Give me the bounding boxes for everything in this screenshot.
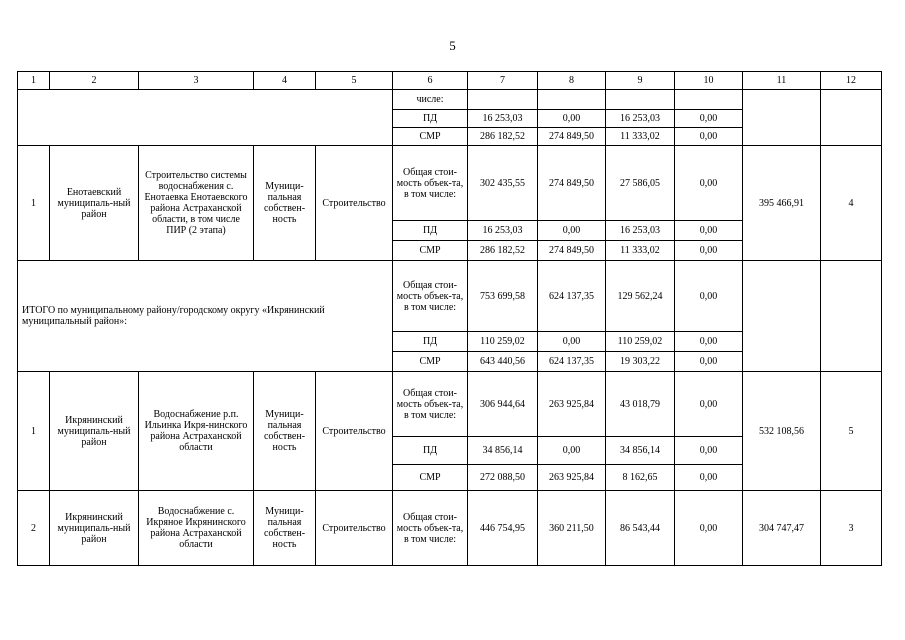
itogo-pd-c9: 110 259,02: [606, 332, 675, 352]
total-label: Общая стои-мость объек-та, в том числе:: [393, 372, 468, 437]
district-cell: Енотаевский муниципаль-ный район: [50, 146, 139, 261]
owner-cell: Муници-пальная собствен-ность: [254, 372, 316, 491]
col-header-6: 6: [393, 72, 468, 90]
col-header-2: 2: [50, 72, 139, 90]
table-row: [18, 261, 882, 332]
col-header-10: 10: [675, 72, 743, 90]
empty-cell: [821, 90, 882, 146]
itogo-c10: 0,00: [675, 261, 743, 332]
cont-pd-c9: 16 253,03: [606, 110, 675, 128]
total-label: Общая стои-мость объек-та, в том числе:: [393, 261, 468, 332]
ikr1-pd-label: ПД: [393, 437, 468, 465]
ikr1-c12: 5: [821, 372, 882, 491]
ikr2-c9: 86 543,44: [606, 491, 675, 566]
ikr2-c12: 3: [821, 491, 882, 566]
ikr1-c9: 43 018,79: [606, 372, 675, 437]
row-number: 1: [18, 146, 50, 261]
col-header-3: 3: [139, 72, 254, 90]
itogo-pd-label: ПД: [393, 332, 468, 352]
page-number: 5: [449, 38, 456, 53]
empty-cell: [743, 261, 821, 372]
enot-c8: 274 849,50: [538, 146, 606, 221]
empty-cell: [468, 90, 538, 110]
itogo-pd-c7: 110 259,02: [468, 332, 538, 352]
cont-pd-c8: 0,00: [538, 110, 606, 128]
empty-cell: [538, 90, 606, 110]
ikr1-c10: 0,00: [675, 372, 743, 437]
enot-c10: 0,00: [675, 146, 743, 221]
table-row: [18, 372, 882, 437]
ikr1-c11: 532 108,56: [743, 372, 821, 491]
type-cell: Строительство: [316, 146, 393, 261]
itogo-smr-c10: 0,00: [675, 352, 743, 372]
enot-pd-c8: 0,00: [538, 221, 606, 241]
col-header-5: 5: [316, 72, 393, 90]
ikr2-c8: 360 211,50: [538, 491, 606, 566]
cont-smr-c8: 274 849,50: [538, 128, 606, 146]
investment-table: [17, 71, 882, 566]
empty-cell: [743, 90, 821, 146]
object-cell: Строительство системы водоснабжения с. Енотаевка Енотаевского района Астраханской области, в том числе ПИР (2 этапа): [139, 146, 254, 261]
empty-cell: [606, 90, 675, 110]
district-cell: Икрянинский муниципаль-ный район: [50, 372, 139, 491]
enot-pd-c7: 16 253,03: [468, 221, 538, 241]
itogo-c7: 753 699,58: [468, 261, 538, 332]
enot-smr-c9: 11 333,02: [606, 241, 675, 261]
itogo-pd-c10: 0,00: [675, 332, 743, 352]
district-cell: Икрянинский муниципаль-ный район: [50, 491, 139, 566]
col-header-1: 1: [18, 72, 50, 90]
col-header-4: 4: [254, 72, 316, 90]
ikr1-c8: 263 925,84: [538, 372, 606, 437]
ikr1-pd-c8: 0,00: [538, 437, 606, 465]
ikr2-c10: 0,00: [675, 491, 743, 566]
type-cell: Строительство: [316, 372, 393, 491]
itogo-smr-c8: 624 137,35: [538, 352, 606, 372]
ikr1-pd-c7: 34 856,14: [468, 437, 538, 465]
cont-label: числе:: [393, 90, 468, 110]
enot-smr-c7: 286 182,52: [468, 241, 538, 261]
empty-cell: [675, 90, 743, 110]
object-cell: Водоснабжение с. Икряное Икрянинского района Астраханской области: [139, 491, 254, 566]
continuation-blank: [18, 90, 393, 146]
col-header-9: 9: [606, 72, 675, 90]
ikr1-smr-c10: 0,00: [675, 465, 743, 491]
cont-smr-label: СМР: [393, 128, 468, 146]
enot-pd-c9: 16 253,03: [606, 221, 675, 241]
cont-pd-label: ПД: [393, 110, 468, 128]
itogo-pd-c8: 0,00: [538, 332, 606, 352]
itogo-c8: 624 137,35: [538, 261, 606, 332]
enot-pd-c10: 0,00: [675, 221, 743, 241]
ikr1-pd-c10: 0,00: [675, 437, 743, 465]
ikr1-smr-c7: 272 088,50: [468, 465, 538, 491]
itogo-label: ИТОГО по муниципальному району/городскому округу «Икрянинский муниципальный район»:: [18, 261, 393, 372]
ikr1-pd-c9: 34 856,14: [606, 437, 675, 465]
enot-pd-label: ПД: [393, 221, 468, 241]
row-number: 2: [18, 491, 50, 566]
cont-smr-c7: 286 182,52: [468, 128, 538, 146]
total-label: Общая стои-мость объек-та, в том числе:: [393, 146, 468, 221]
table-row: [18, 146, 882, 221]
enot-smr-c8: 274 849,50: [538, 241, 606, 261]
enot-c7: 302 435,55: [468, 146, 538, 221]
owner-cell: Муници-пальная собствен-ность: [254, 146, 316, 261]
col-header-11: 11: [743, 72, 821, 90]
col-header-8: 8: [538, 72, 606, 90]
column-header-row: [18, 72, 882, 90]
enot-c11: 395 466,91: [743, 146, 821, 261]
enot-c9: 27 586,05: [606, 146, 675, 221]
ikr1-c7: 306 944,64: [468, 372, 538, 437]
cont-smr-c10: 0,00: [675, 128, 743, 146]
table-row: [18, 90, 882, 110]
cont-smr-c9: 11 333,02: [606, 128, 675, 146]
empty-cell: [821, 261, 882, 372]
object-cell: Водоснабжение р.п. Ильинка Икря-нинского района Астраханской области: [139, 372, 254, 491]
ikr1-smr-label: СМР: [393, 465, 468, 491]
itogo-c9: 129 562,24: [606, 261, 675, 332]
ikr1-smr-c8: 263 925,84: [538, 465, 606, 491]
enot-c12: 4: [821, 146, 882, 261]
col-header-12: 12: [821, 72, 882, 90]
ikr1-smr-c9: 8 162,65: [606, 465, 675, 491]
ikr2-c11: 304 747,47: [743, 491, 821, 566]
table-row: [18, 491, 882, 566]
col-header-7: 7: [468, 72, 538, 90]
ikr2-c7: 446 754,95: [468, 491, 538, 566]
type-cell: Строительство: [316, 491, 393, 566]
enot-smr-label: СМР: [393, 241, 468, 261]
total-label: Общая стои-мость объек-та, в том числе:: [393, 491, 468, 566]
itogo-smr-c7: 643 440,56: [468, 352, 538, 372]
owner-cell: Муници-пальная собствен-ность: [254, 491, 316, 566]
row-number: 1: [18, 372, 50, 491]
itogo-smr-label: СМР: [393, 352, 468, 372]
cont-pd-c7: 16 253,03: [468, 110, 538, 128]
enot-smr-c10: 0,00: [675, 241, 743, 261]
itogo-smr-c9: 19 303,22: [606, 352, 675, 372]
cont-pd-c10: 0,00: [675, 110, 743, 128]
